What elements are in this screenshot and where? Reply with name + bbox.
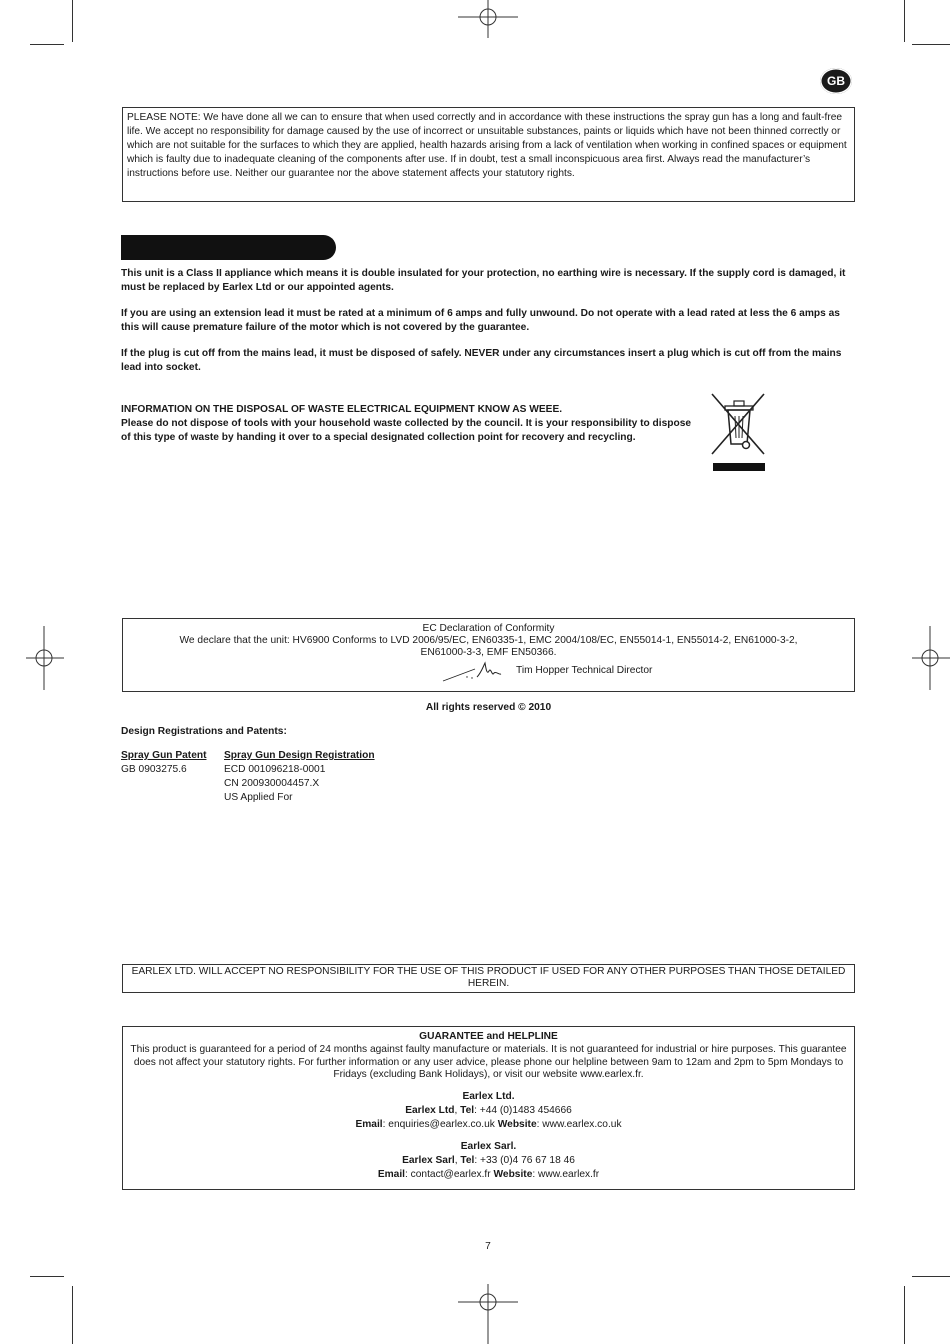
patent-heading: Spray Gun Patent — [121, 750, 207, 761]
section-heading-bar — [121, 235, 336, 260]
crop-mark — [30, 44, 64, 45]
uk-website-label: Website — [497, 1118, 537, 1130]
design-registration-heading: Spray Gun Design Registration — [224, 750, 375, 761]
crop-mark — [912, 1276, 950, 1277]
registration-mark-left — [26, 626, 66, 690]
fr-email-value: : contact@earlex.fr — [405, 1168, 494, 1180]
guarantee-title: GUARANTEE and HELPLINE — [419, 1031, 558, 1042]
guarantee-helpline-box — [122, 1026, 855, 1190]
uk-tel-value: : +44 (0)1483 454666 — [474, 1104, 572, 1116]
language-badge: GB — [820, 68, 852, 94]
uk-phone-line: Earlex Ltd, Tel: +44 (0)1483 454666 — [405, 1104, 572, 1116]
spray-gun-patent-column — [121, 749, 206, 777]
registration-item: US Applied For — [224, 792, 293, 803]
registration-mark-top — [456, 0, 520, 40]
fr-website-label: Website — [493, 1168, 533, 1180]
crop-mark — [904, 1286, 905, 1344]
plug-disposal-paragraph: If the plug is cut off from the mains lead, it must be disposed of safely. NEVER under any circumstances insert a plug which is cut off from the mains lead into socket. — [121, 348, 842, 373]
signature-image — [441, 659, 519, 685]
fr-tel-value: : +33 (0)4 76 67 18 46 — [474, 1154, 575, 1166]
uk-company-name: Earlex Ltd. — [462, 1090, 515, 1102]
fr-phone-line: Earlex Sarl, Tel: +33 (0)4 76 67 18 46 — [402, 1154, 575, 1166]
declaration-line-2: EN61000-3-3, EMF EN50366. — [420, 647, 557, 658]
please-note-box: PLEASE NOTE: We have done all we can to ensure that when used correctly and in accordance with these instructions the spray gun has a long and fault-free life. We accept no responsibility for damage caused by the use of incorrect or unsuitable substances, paints or liquids which have not been thinned correctly or which are not suitable for the surfaces to which they are applied, health hazards arising from a lack of ventilation when working in confined spaces or equipment which is faulty due to inadequate cleaning of the components after use. If in doubt, test a small inconspicuous area first. Always read the manufacturer’s instructions before use. Neither our guarantee nor the above statement affects your statutory rights. — [122, 107, 855, 202]
crop-mark — [72, 1286, 73, 1344]
registration-mark-right — [912, 626, 950, 690]
weee-body: Please do not dispose of tools with your household waste collected by the council. It is your responsibility to dispose of this type of waste by handing it over to a special designated collection point for recovery and recycling. — [121, 418, 692, 443]
uk-tel-label: Tel — [460, 1104, 475, 1116]
uk-email-value: : enquiries@earlex.co.uk — [382, 1118, 498, 1130]
registration-item: ECD 001096218-0001 — [224, 764, 326, 775]
crop-mark — [904, 0, 905, 42]
declaration-title: EC Declaration of Conformity — [422, 623, 555, 634]
ec-declaration-box — [122, 618, 855, 692]
fr-tel-company: Earlex Sarl — [402, 1154, 455, 1166]
signatory-name: Tim Hopper Technical Director — [516, 665, 653, 676]
page-number: 7 — [485, 1241, 491, 1252]
fr-website-value: : www.earlex.fr — [532, 1168, 600, 1180]
rights-reserved: All rights reserved © 2010 — [425, 702, 552, 713]
design-registration-column — [224, 749, 375, 805]
fr-tel-label: Tel — [460, 1154, 475, 1166]
fr-company-name: Earlex Sarl. — [460, 1140, 517, 1152]
uk-contact-line — [123, 1118, 854, 1132]
design-registrations-title: Design Registrations and Patents: — [121, 726, 287, 737]
fr-contact-line — [123, 1168, 854, 1182]
guarantee-body: This product is guaranteed for a period of 24 months against faulty manufacture or materials. It is not guaranteed for industrial or hire purposes. This guarantee does not affect your statutory rights. For further information or any user advice, please phone our helpline between 9am to 12am and 2pm to 5pm Mondays to Fridays (excluding Bank Holidays), or visit our website www.earlex.fr. — [130, 1044, 847, 1080]
crop-mark — [72, 0, 73, 42]
registration-item: CN 200930004457.X — [224, 778, 320, 789]
responsibility-disclaimer-box: EARLEX LTD. WILL ACCEPT NO RESPONSIBILITY FOR THE USE OF THIS PRODUCT IF USED FOR ANY OTHER PURPOSES THAN THOSE DETAILED HEREIN. — [122, 964, 855, 993]
registration-mark-bottom — [456, 1284, 520, 1344]
extension-lead-paragraph: If you are using an extension lead it must be rated at a minimum of 6 amps and fully unwound. Do not operate with a lead rated at less the 6 amps as this will cause premature failure of the motor which is not covered by the guarantee. — [121, 308, 840, 333]
crop-mark — [30, 1276, 64, 1277]
class-ii-paragraph: This unit is a Class II appliance which means it is double insulated for your protection, no earthing wire is necessary. If the supply cord is damaged, it must be replaced by Earlex Ltd or our appointed agents. — [121, 268, 846, 293]
weee-title: INFORMATION ON THE DISPOSAL OF WASTE ELECTRICAL EQUIPMENT KNOW AS WEEE. — [121, 404, 563, 415]
declaration-line-1: We declare that the unit: HV6900 Conforms to LVD 2006/95/EC, EN60335-1, EMC 2004/108/EC, EN55014-1, EN55014-2, EN61000-3-2, — [179, 635, 798, 646]
crop-mark — [912, 44, 950, 45]
uk-website-value: : www.earlex.co.uk — [536, 1118, 622, 1130]
patent-item: GB 0903275.6 — [121, 764, 187, 775]
uk-tel-company: Earlex Ltd — [405, 1104, 455, 1116]
uk-email-label: Email — [355, 1118, 383, 1130]
fr-email-label: Email — [377, 1168, 405, 1180]
weee-section — [121, 403, 701, 445]
crossed-out-wheelie-bin-icon — [708, 392, 770, 474]
